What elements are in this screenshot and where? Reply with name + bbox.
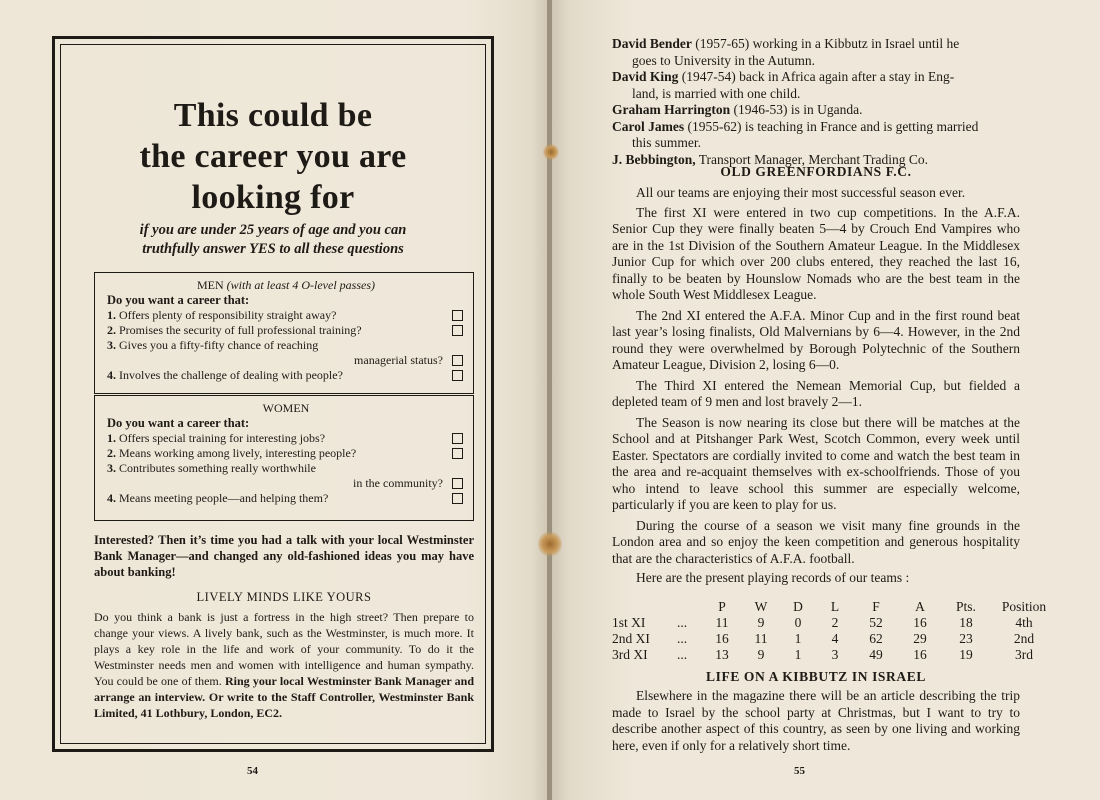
ad-headline xyxy=(61,95,485,218)
checkbox[interactable] xyxy=(452,325,463,336)
table-row: 1st XI ... 11 9 0 2 52 16 18 4th xyxy=(612,615,1033,630)
subhead-line: truthfully answer YES to all these questions xyxy=(142,241,404,257)
page-number: 54 xyxy=(247,765,258,777)
ogfc-article xyxy=(612,185,1020,587)
page-number: 55 xyxy=(794,765,805,777)
subhead-line: if you are under 25 years of age and you can xyxy=(139,222,407,238)
kibbutz-article xyxy=(612,688,1020,754)
question-item: 1. Offers special training for interesting jobs? xyxy=(107,431,465,446)
alumni-entry: Graham Harrington (1946-53) is in Uganda. xyxy=(612,102,863,117)
headline-line: This could be xyxy=(173,97,373,134)
article-paragraph: The 2nd XI entered the A.F.A. Minor Cup and in the first round beat last year’s losing finalists, Old Malvernians by 6—4. However, in the 2nd round they were overwhelmed by Borough Polytechnic of the Southern Amateur League, Division 2, losing 6—0. xyxy=(612,307,1020,372)
question-item: 2. Means working among lively, interesting people? xyxy=(107,446,465,461)
headline-line: looking for xyxy=(191,179,355,216)
checkbox[interactable] xyxy=(452,355,463,366)
advertisement-box xyxy=(52,36,494,752)
men-questions-box xyxy=(94,272,474,394)
article-paragraph: Elsewhere in the magazine there will be an article describing the trip made to Israel by the school party at Christmas, but I want to try to describe another aspect of this country, as seen by one living and working here, even if only for a relatively short time. xyxy=(612,688,1020,753)
men-box-lead: Do you want a career that: xyxy=(107,293,250,307)
interested-callout: Interested? Then it’s time you had a talk with your local Westminster Bank Manager—and changed any old-fashioned ideas you may have about banking! xyxy=(94,533,474,579)
alumni-entry: J. Bebbington, Transport Manager, Merchant Trading Co. xyxy=(612,151,928,167)
playing-records-table xyxy=(612,599,1058,663)
headline-line: the career you are xyxy=(139,138,407,175)
lively-minds-heading: LIVELY MINDS LIKE YOURS xyxy=(196,590,372,604)
checkbox[interactable] xyxy=(452,493,463,504)
women-questions-box xyxy=(94,395,474,521)
ad-body-text: Do you think a bank is just a fortress in the high street? Then prepare to change your views. A lively bank, such as the Westminster, is much more. It plays a key role in the life and work of your community. To do it the Westminster needs men and women with intelligence and human sympathy. You could be one of them. Ring your local Westminster Bank Manager and arrange an interview. Or write to the Staff Controller, Westminster Bank Limited, 41 Lothbury, London, EC2. xyxy=(94,610,474,720)
section-heading-kibbutz: LIFE ON A KIBBUTZ IN ISRAEL xyxy=(706,669,926,684)
alumni-entry: David Bender (1957-65) working in a Kibbutz in Israel until he goes to University in the Autumn. xyxy=(612,36,960,68)
women-box-lead: Do you want a career that: xyxy=(107,416,250,430)
table-row: 2nd XI ... 16 11 1 4 62 29 23 2nd xyxy=(612,631,1035,646)
question-item: 4. Means meeting people—and helping them? xyxy=(107,491,465,506)
question-item: 4. Involves the challenge of dealing with people? xyxy=(107,368,465,383)
alumni-entries xyxy=(612,36,1020,168)
left-page xyxy=(0,0,548,800)
section-heading-ogfc: OLD GREENFORDIANS F.C. xyxy=(720,164,912,179)
ad-call-to-action: Ring your local Westminster Bank Manager and arrange an interview. Or write to the Staff Controller, Westminster Bank Limited, 41 Lothbury, London, EC2. xyxy=(94,674,474,720)
men-box-title: MEN (with at least 4 O-level passes) xyxy=(197,278,375,292)
table-header-row: P W D L F A Pts. Position xyxy=(718,599,1047,614)
women-box-title: WOMEN xyxy=(262,401,310,415)
checkbox[interactable] xyxy=(452,370,463,381)
question-item: 3. Contributes something really worthwhile in the community? xyxy=(107,461,465,491)
checkbox[interactable] xyxy=(452,433,463,444)
table-row: 3rd XI ... 13 9 1 3 49 16 19 3rd xyxy=(612,647,1033,662)
question-item: 3. Gives you a fifty-fifty chance of reaching managerial status? xyxy=(107,338,465,368)
question-item: 1. Offers plenty of responsibility straight away? xyxy=(107,308,465,323)
article-paragraph: During the course of a season we visit many fine grounds in the London area and so enjoy the keen competition and generous hospitality that are the characteristics of A.F.A. football. xyxy=(612,517,1020,566)
question-item: 2. Promises the security of full professional training? xyxy=(107,323,465,338)
article-paragraph: The Third XI entered the Nemean Memorial Cup, but fielded a depleted team of 9 men and lost bravely 2—1. xyxy=(612,377,1020,409)
advertisement-inner-border xyxy=(60,44,486,744)
article-paragraph: The first XI were entered in two cup competitions. In the A.F.A. Senior Cup they were finally beaten 5—4 by Crouch End Vampires who are in the 1st Division of the Southern Amateur League. In the Middlesex Junior Cup for which over 200 clubs entered, they reached the last 16, finally to be beaten by Hounslow Nomads who are the best team in the whole South West Middlesex League. xyxy=(612,204,1020,302)
article-paragraph: The Season is now nearing its close but there will be matches at the School and at Pitshanger Park West, Scotch Common, every week until Easter. Spectators are cordially invited to come and watch the best team in the area and re-acquaint themselves with ex-schoolfriends. Those of you who intend to leave school this summer are especially welcome, particularly if you are keen to play for us. xyxy=(612,414,1020,512)
checkbox[interactable] xyxy=(452,310,463,321)
paper-stain xyxy=(538,531,562,557)
paper-stain xyxy=(543,144,559,160)
right-page xyxy=(552,0,1100,800)
alumni-entry: David King (1947-54) back in Africa again after a stay in Eng- land, is married with one child. xyxy=(612,69,955,101)
alumni-entry: Carol James (1955-62) is teaching in France and is getting married this summer. xyxy=(612,118,979,150)
checkbox[interactable] xyxy=(452,448,463,459)
ad-subhead xyxy=(61,221,485,259)
checkbox[interactable] xyxy=(452,478,463,489)
article-paragraph: All our teams are enjoying their most successful season ever. xyxy=(636,185,966,200)
article-paragraph: Here are the present playing records of our teams : xyxy=(636,570,910,585)
